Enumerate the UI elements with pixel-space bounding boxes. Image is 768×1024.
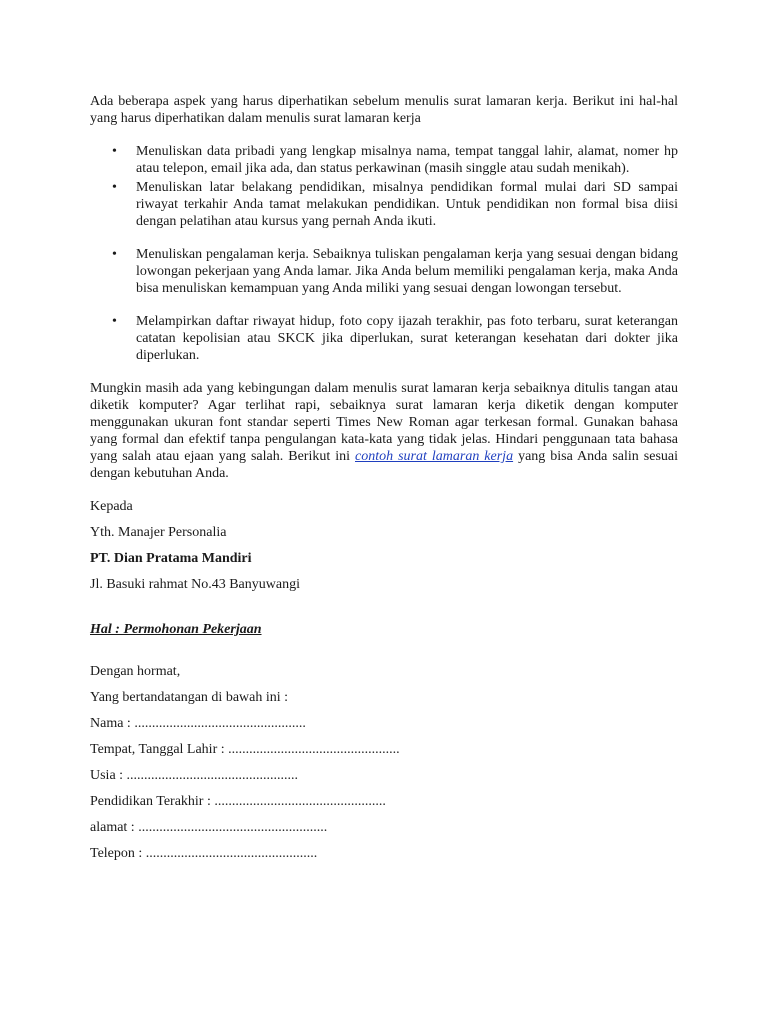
advice-paragraph xyxy=(90,380,678,482)
field-telepon: Telepon : ................................................. xyxy=(90,846,318,861)
field-usia: Usia : ................................................. xyxy=(90,768,299,783)
bullet-icon: • xyxy=(112,314,117,329)
list-item-text: Menuliskan pengalaman kerja. Sebaiknya tuliskan pengalaman kerja yang sesuai dengan bidang lowongan pekerjaan yang Anda lamar. Jika Anda belum memiliki pengalaman kerja, maka Anda bisa menuliskan kemampuan yang Anda miliki yang sesuai dengan lowongan tersebut. xyxy=(136,247,678,296)
letter-undersigned: Yang bertandatangan di bawah ini : xyxy=(90,690,289,705)
list-item xyxy=(90,179,678,230)
letter-address: Jl. Basuki rahmat No.43 Banyuwangi xyxy=(90,577,300,592)
letter-subject: Hal : Permohonan Pekerjaan xyxy=(90,622,262,637)
bullet-icon: • xyxy=(112,144,117,159)
list-item-text: Menuliskan latar belakang pendidikan, misalnya pendidikan formal mulai dari SD sampai riwayat terkahir Anda tamat melakukan pendidikan. Untuk pendidikan non formal bisa diisi dengan pelatihan atau kursus yang pernah Anda ikuti. xyxy=(136,180,678,229)
letter-greeting: Dengan hormat, xyxy=(90,664,181,679)
list-item xyxy=(90,246,678,297)
letter-kepada: Kepada xyxy=(90,499,133,514)
document-page xyxy=(90,93,678,862)
field-pendidikan-terakhir: Pendidikan Terakhir : ................................................. xyxy=(90,794,386,809)
list-item-text: Menuliskan data pribadi yang lengkap misalnya nama, tempat tanggal lahir, alamat, nomer hp atau telepon, email jika ada, dan status perkawinan (masih singgle atau sudah menikah). xyxy=(136,144,678,176)
letter-recipient: Yth. Manajer Personalia xyxy=(90,525,227,540)
sample-letter-link[interactable]: contoh surat lamaran kerja xyxy=(355,449,514,464)
field-tempat-tanggal-lahir: Tempat, Tanggal Lahir : ................................................. xyxy=(90,742,400,757)
list-item xyxy=(90,143,678,177)
advice-text-end: yang bisa Anda salin sesuai dengan kebutuhan Anda. xyxy=(90,449,678,481)
field-alamat: alamat : ...................................................... xyxy=(90,820,328,835)
requirements-list xyxy=(90,143,678,364)
intro-paragraph: Ada beberapa aspek yang harus diperhatikan sebelum menulis surat lamaran kerja. Berikut ini hal-hal yang harus diperhatikan dalam menulis surat lamaran kerja xyxy=(90,94,678,126)
field-nama: Nama : ................................................. xyxy=(90,716,306,731)
bullet-icon: • xyxy=(112,180,117,195)
bullet-icon: • xyxy=(112,247,117,262)
advice-text: Mungkin masih ada yang kebingungan dalam menulis surat lamaran kerja sebaiknya ditulis tangan atau diketik komputer? Agar terlihat rapi, sebaiknya surat lamaran kerja diketik dengan komputer menggunakan ukuran font standar seperti Times New Roman agar terkesan formal. Gunakan bahasa yang formal dan efektif tanpa pengulangan kata-kata yang tidak jelas. Hindari penggunaan tata bahasa yang salah atau ejaan yang salah. Berikut ini xyxy=(90,381,678,464)
list-item-text: Melampirkan daftar riwayat hidup, foto copy ijazah terakhir, pas foto terbaru, surat keterangan catatan kepolisian atau SKCK jika diperlukan, surat keterangan kesehatan dari dokter jika diperlukan. xyxy=(136,314,678,363)
letter-company: PT. Dian Pratama Mandiri xyxy=(90,551,252,566)
list-item xyxy=(90,313,678,364)
